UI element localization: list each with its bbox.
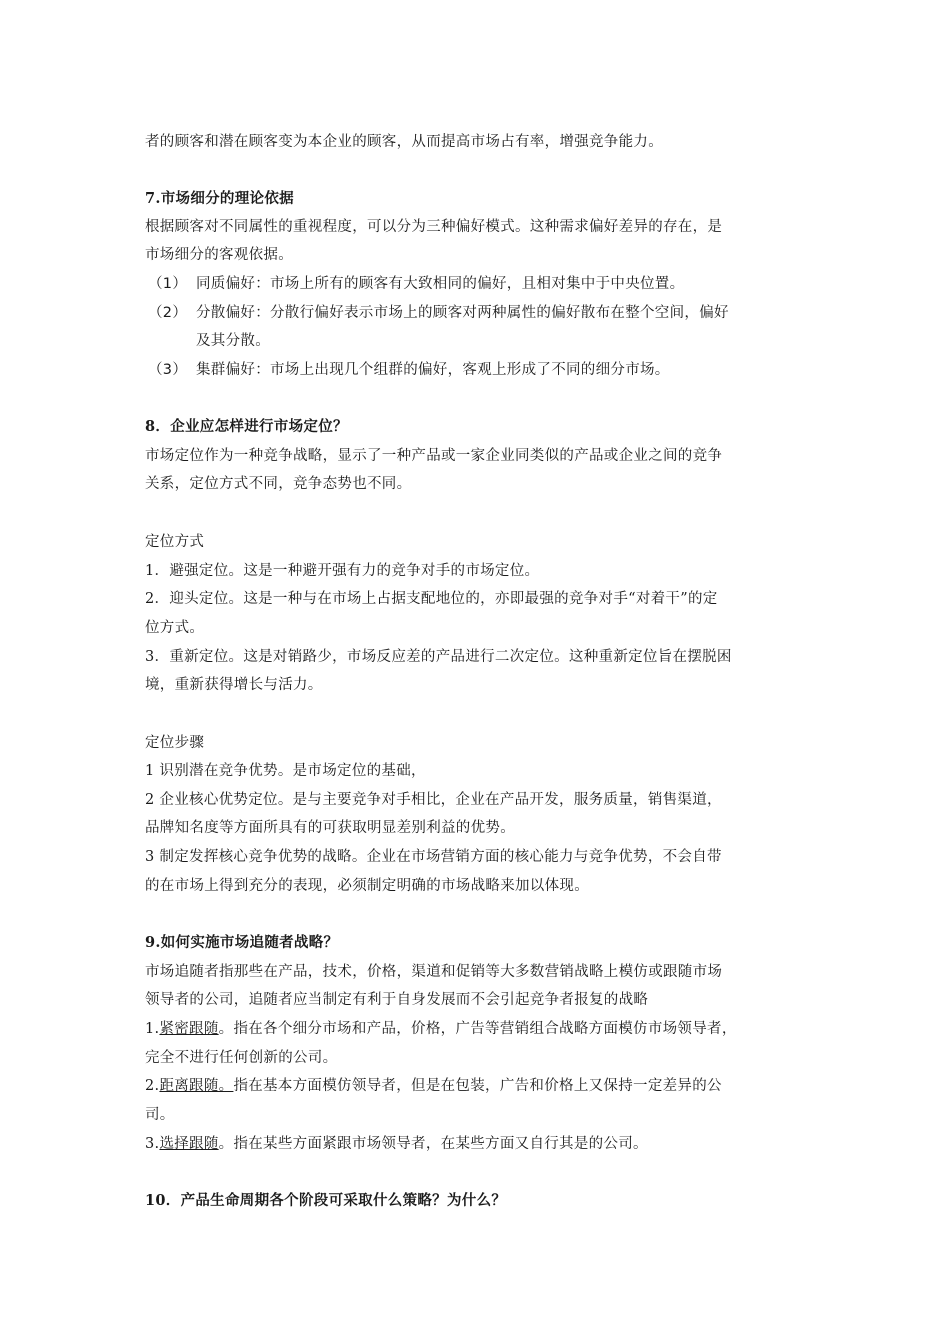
section-8-para-line-1: 市场定位作为一种竞争战略，显示了一种产品或一家企业同类似的产品或企业之间的竞争: [145, 448, 723, 464]
section-9-para-line-2: 领导者的公司，追随者应当制定有利于自身发展而不会引起竞争者报复的战略: [145, 992, 649, 1008]
list-text: 集群偏好：市场上出现几个组群的偏好，客观上形成了不同的细分市场。: [196, 362, 670, 378]
item-term: 距离跟随。: [159, 1078, 234, 1094]
item-number: 3.: [145, 1136, 160, 1152]
step-3-line-2: 的在市场上得到充分的表现，必须制定明确的市场战略来加以体现。: [145, 878, 589, 894]
section-7-para-line-1: 根据顾客对不同属性的重视程度，可以分为三种偏好模式。这种需求偏好差异的存在，是: [145, 219, 723, 235]
step-3-line-1: 3 制定发挥核心竞争优势的战略。企业在市场营销方面的核心能力与竞争优势，不会自带: [145, 849, 722, 865]
step-2-line-1: 2 企业核心优势定位。是与主要竞争对手相比，企业在产品开发，服务质量，销售渠道，: [145, 792, 722, 808]
list-text: 同质偏好：市场上所有的顾客有大致相同的偏好，且相对集中于中央位置。: [196, 276, 685, 292]
list-item: [148, 303, 729, 323]
section-7-para-line-2: 市场细分的客观依据。: [145, 247, 293, 263]
list-number: （1）: [148, 276, 188, 292]
list-item: [148, 274, 684, 294]
step-2-line-2: 品牌知名度等方面所具有的可获取明显差别利益的优势。: [145, 820, 515, 836]
method-3-line-1: 3．重新定位。这是对销路少，市场反应差的产品进行二次定位。这种重新定位旨在摆脱困: [145, 649, 732, 665]
list-number: （3）: [148, 362, 188, 378]
item-term: 紧密跟随: [159, 1021, 219, 1037]
follower-item-2-continuation: 司。: [145, 1107, 175, 1123]
item-text: 。指在某些方面紧跟市场领导者，在某些方面又自行其是的公司。: [218, 1136, 648, 1152]
follower-item-1-continuation: 完全不进行任何创新的公司。: [145, 1050, 338, 1066]
follower-item-1: [145, 1019, 737, 1039]
step-1: 1 识别潜在竞争优势。是市场定位的基础，: [145, 763, 426, 779]
method-3-line-2: 境，重新获得增长与活力。: [145, 677, 323, 693]
item-term: 选择跟随: [159, 1136, 219, 1152]
follower-item-2: [145, 1076, 722, 1096]
method-2-line-1: 2．迎头定位。这是一种与在市场上占据支配地位的，亦即最强的竞争对手“对着干”的定: [145, 591, 718, 607]
section-8-para-line-2: 关系，定位方式不同，竞争态势也不同。: [145, 476, 412, 492]
method-1: 1．避强定位。这是一种避开强有力的竞争对手的市场定位。: [145, 563, 540, 579]
list-number: （2）: [148, 305, 188, 321]
steps-heading: 定位步骤: [145, 735, 205, 751]
method-2-line-2: 位方式。: [145, 620, 205, 636]
section-9-para-line-1: 市场追随者指那些在产品，技术，价格，渠道和促销等大多数营销战略上模仿或跟随市场: [145, 964, 723, 980]
intro-tail: 者的顾客和潜在顾客变为本企业的顾客，从而提高市场占有率，增强竞争能力。: [145, 134, 663, 150]
item-text: 。指在各个细分市场和产品，价格，广告等营销组合战略方面模仿市场领导者，: [218, 1021, 737, 1037]
list-item: [148, 360, 670, 380]
methods-heading: 定位方式: [145, 534, 205, 550]
item-number: 1.: [145, 1021, 160, 1037]
section-7-title: 7.市场细分的理论依据: [145, 190, 294, 207]
section-8-title: 8．企业应怎样进行市场定位？: [145, 418, 348, 435]
list-text: 分散偏好：分散行偏好表示市场上的顾客对两种属性的偏好散布在整个空间，偏好: [196, 305, 729, 321]
section-9-title: 9.如何实施市场追随者战略？: [145, 934, 339, 951]
section-10-title: 10．产品生命周期各个阶段可采取什么策略？为什么？: [145, 1192, 507, 1209]
follower-item-3: [145, 1134, 648, 1154]
list-item-continuation: 及其分散。: [196, 333, 270, 349]
item-number: 2.: [145, 1078, 160, 1094]
item-text: 指在基本方面模仿领导者，但是在包装，广告和价格上又保持一定差异的公: [233, 1078, 722, 1094]
